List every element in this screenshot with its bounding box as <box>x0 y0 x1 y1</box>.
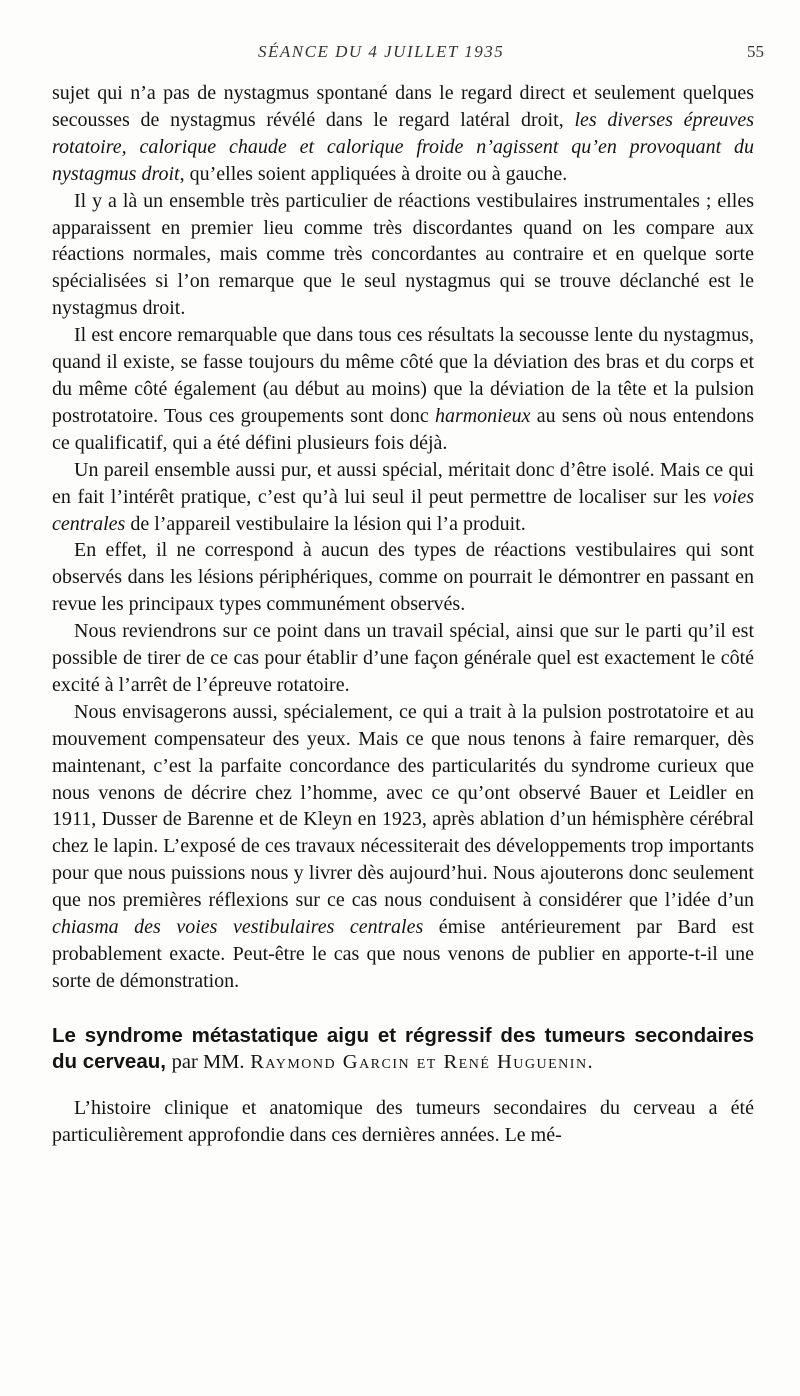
text-segment: Il y a là un ensemble très particulier de réactions vestibulaires instrumentales ; elles apparaissent en premier lieu comme très discordantes quand on les compare aux réactions normales, mais comme très concordantes au contraire et en quelque sorte spécialisées si l’on remarque que le seul nystagmus qui se trouve déclanché est le nystagmus droit. <box>52 189 754 320</box>
article-title: Le syndrome métastatique aigu et régressif des tumeurs secondaires du cerveau, <box>52 1023 754 1073</box>
italic-segment: les diverses épreuves rotatoire, calorique chaude et calorique froide n’agissent qu’en provoquant du nystagmus droit <box>52 108 755 185</box>
page-number: 55 <box>747 42 764 61</box>
paragraph <box>52 80 754 188</box>
paragraph <box>52 699 754 995</box>
body-text <box>52 80 754 1149</box>
text-segment: Il est encore remarquable que dans tous ces résultats la secousse lente du nystagmus, quand il existe, se fasse toujours du même côté que la déviation des bras et du corps et du même côté également (au début au moins) que la déviation de la tête et la pulsion postrotatoire. Tous ces groupements sont donc <box>52 324 754 427</box>
text-segment: de l’appareil vestibulaire la lésion qui l’a produit. <box>125 512 526 535</box>
italic-segment: chiasma des voies vestibulaires centrales <box>52 916 424 939</box>
text-segment: Nous reviendrons sur ce point dans un travail spécial, ainsi que sur le parti qu’il est possible de tirer de ce cas pour établir d’une façon générale quel est exactement le côté excité à l’arrêt de l’épreuve rotatoire. <box>52 620 754 696</box>
text-segment: Un pareil ensemble aussi pur, et aussi spécial, méritait donc d’être isolé. Mais ce qui en fait l’intérêt pratique, c’est qu’à lui seul il peut permettre de localiser sur les <box>52 458 754 508</box>
italic-segment: voies centrales <box>52 485 754 535</box>
italic-segment: harmonieux <box>434 404 531 427</box>
text-segment: sujet qui n’a pas de nystagmus spontané dans le regard direct et seulement quelques secousses de nystagmus révélé dans le regard latéral droit, <box>52 82 754 131</box>
paragraph <box>52 537 754 618</box>
text-segment: En effet, il ne correspond à aucun des types de réactions vestibulaires qui sont observés dans les lésions périphériques, comme on pourrait le démontrer en passant en revue les principaux types communément observés. <box>52 539 754 616</box>
paragraph <box>52 618 754 699</box>
article-authors: Raymond Garcin et René Huguenin. <box>250 1050 595 1073</box>
article-heading <box>52 1023 754 1075</box>
running-head <box>0 42 800 68</box>
paragraph <box>52 188 754 323</box>
paragraph <box>52 322 754 457</box>
text-segment: , qu’elles soient appliquées à droite ou à gauche. <box>179 162 568 185</box>
text-segment: au sens où nous entendons ce qualificatif, qui a été défini plusieurs fois déjà. <box>52 404 754 454</box>
paragraph <box>52 457 754 538</box>
text-segment: Nous envisagerons aussi, spécialement, ce qui a trait à la pulsion postrotatoire et au mouvement compensateur des yeux. Mais ce que nous tenons à faire remarquer, dès maintenant, c’est la parfaite concordance des particularités du syndrome curieux que nous venons de décrire chez l’homme, avec ce qu’ont observé Bauer et Leidler en 1911, Dusser de Barenne et de Kleyn en 1923, après ablation d’un hémisphère cérébral chez le lapin. L’exposé de ces travaux nécessiterait des développements trop importants pour que nous puissions nous y livrer dès aujourd’hui. Nous ajouterons donc seulement que nos premières réflexions sur ce cas nous conduisent à considérer que l’idée d’un <box>52 700 754 912</box>
text-segment: émise antérieurement par Bard est probablement exacte. Peut-être le cas que nous venons de publier en apporte-t-il une sorte de démonstration. <box>52 916 754 992</box>
text-segment: L’histoire clinique et anatomique des tumeurs secondaires du cerveau a été particulièrement approfondie dans ces dernières années. Le mé- <box>52 1096 754 1146</box>
running-head-title: SÉANCE DU 4 JUILLET 1935 <box>258 42 505 61</box>
article-by: par MM. <box>171 1050 245 1073</box>
paragraph <box>52 1095 754 1149</box>
